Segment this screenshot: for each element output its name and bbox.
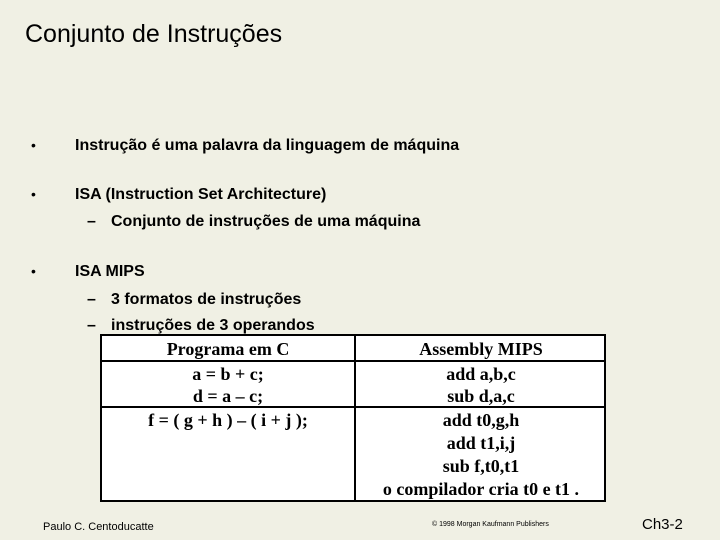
sub-bullet-marker: – (87, 317, 96, 334)
bullet-marker: • (31, 263, 36, 279)
header-c-program: Programa em C (166, 339, 290, 359)
bullet-text: ISA (Instruction Set Architecture) (75, 186, 327, 203)
c-statement: d = a – c; (192, 386, 264, 406)
header-divider (102, 360, 604, 362)
c-statement: a = b + c; (192, 364, 264, 384)
sub-bullet-marker: – (87, 291, 96, 308)
bullet-text: Instrução é uma palavra da linguagem de máquina (75, 137, 460, 154)
footer-copyright: © 1998 Morgan Kaufmann Publishers (432, 521, 549, 528)
bullet-marker: • (31, 186, 36, 202)
footer-author: Paulo C. Centoducatte (43, 521, 154, 533)
bullet-marker: • (31, 137, 36, 153)
c-to-mips-table (100, 334, 606, 502)
sub-bullet-text: Conjunto de instruções de uma máquina (111, 213, 421, 230)
sub-bullet-marker: – (87, 213, 96, 230)
mips-instruction: add t0,g,h (442, 410, 520, 430)
c-statement: f = ( g + h ) – ( i + j ); (148, 410, 308, 430)
mips-instruction: add t1,i,j (446, 433, 516, 453)
sub-bullet-text: 3 formatos de instruções (111, 291, 302, 308)
header-assembly-mips: Assembly MIPS (419, 339, 543, 359)
sub-bullet-text: instruções de 3 operandos (111, 317, 315, 334)
footer-page-number: Ch3-2 (642, 516, 683, 533)
bullet-text: ISA MIPS (75, 263, 145, 280)
mips-note: o compilador cria t0 e t1 . (382, 479, 580, 499)
slide-title: Conjunto de Instruções (25, 20, 283, 48)
mips-instruction: sub f,t0,t1 (442, 456, 520, 476)
mips-instruction: add a,b,c (446, 364, 516, 384)
mips-instruction: sub d,a,c (447, 386, 515, 406)
